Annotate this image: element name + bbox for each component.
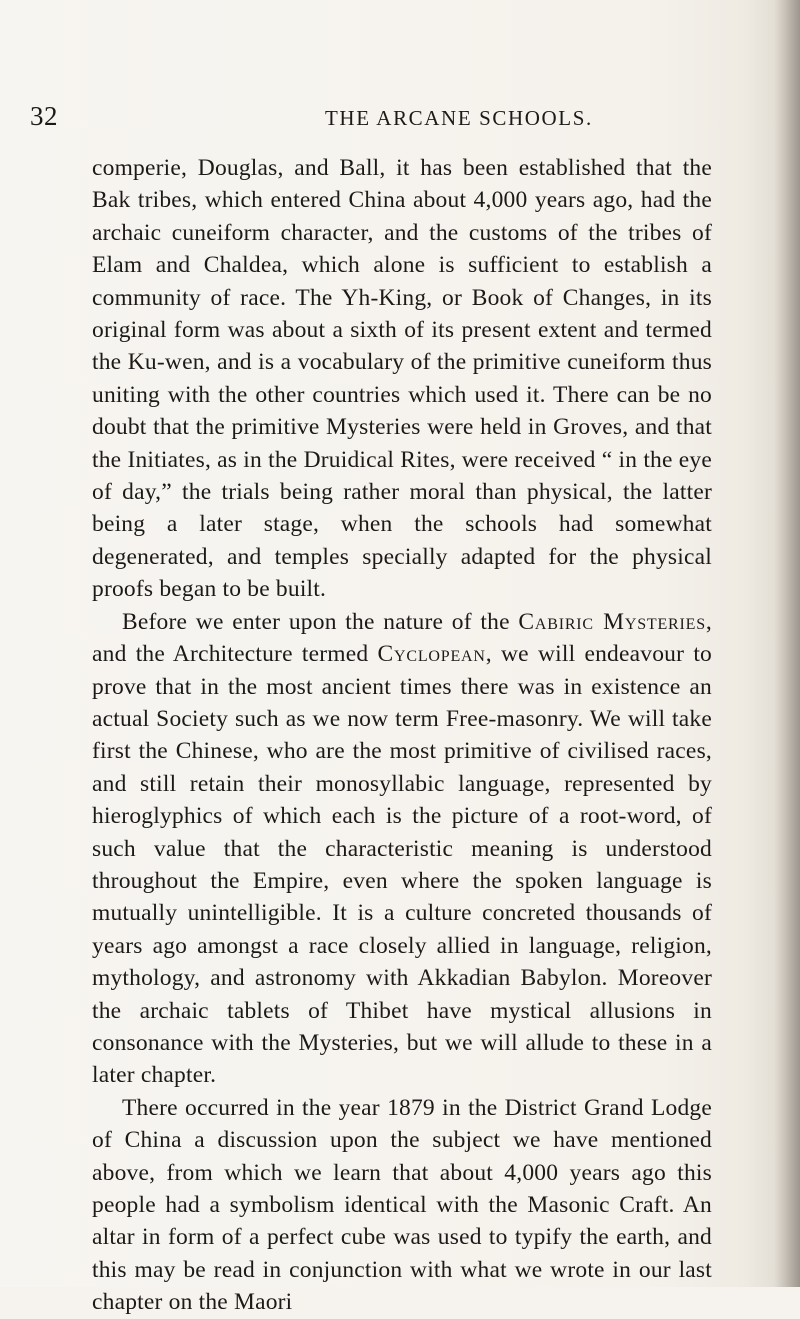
cyclopean-term: Cyclopean [377,641,486,668]
running-head: THE ARCANE SCHOOLS. [325,106,593,130]
paragraph-3: There occurred in the year 1879 in the District Grand Lodge of China a discussion upon the subject we have mentioned above, from which we learn that about 4,000 years ago this people had a symbolism identical with the Masonic Craft. An altar in form of a perfect cube was used to typify the earth, and this may be read in conjunction with what we wrote in our last chapter on the Maori [92,1094,712,1316]
cabiric-mysteries-term: Cabiric Mysteries [518,608,706,635]
body-text [92,152,712,1319]
page-header [30,100,770,140]
paragraph-1: comperie, Douglas, and Ball, it has been established that the Bak tribes, which entered China about 4,000 years ago, had the archaic cuneiform character, and the customs of the tribes of Elam and Chaldea, which alone is sufficient to establish a community of race. The Yh-King, or Book of Changes, in its original form was about a sixth of its present extent and termed the Ku-wen, and is a vocabulary of the primitive cuneiform thus uniting with the other countries which used it. There can be no doubt that the primitive Mysteries were held in Groves, and that the Initiates, as in the Druidical Rites, were received “ in the eye of day,” the trials being rather moral than physical, the latter being a later stage, when the schools had somewhat degenerated, and temples specially adapted for the physical proofs began to be built. [92,155,712,603]
paragraph-2 [92,606,712,1092]
paragraph-2-text-c: , we will endeavour to prove that in the most ancient times there was in existence an actual Society such as we now term Free-masonry. We will take first the Chinese, who are the most primitive of civilised races, and still retain their monosyllabic language, represented by hieroglyphics of which each is the picture of a root-word, of such value that the characteristic meaning is understood throughout the Empire, even where the spoken language is mutually unintelligible. It is a culture concreted thousands of years ago amongst a race closely allied in language, religion, mythology, and astronomy with Akkadian Babylon. Moreover the archaic tablets of Thibet have mystical allusions in consonance with the Mysteries, but we will allude to these in a later chapter. [92,641,712,1089]
paragraph-2-text-b: , and the Architecture termed [92,608,712,668]
page-edge-shadow [774,0,800,1287]
paragraph-2-text-a: Before we enter upon the nature of the [122,608,519,635]
page-number: 32 [30,101,58,131]
